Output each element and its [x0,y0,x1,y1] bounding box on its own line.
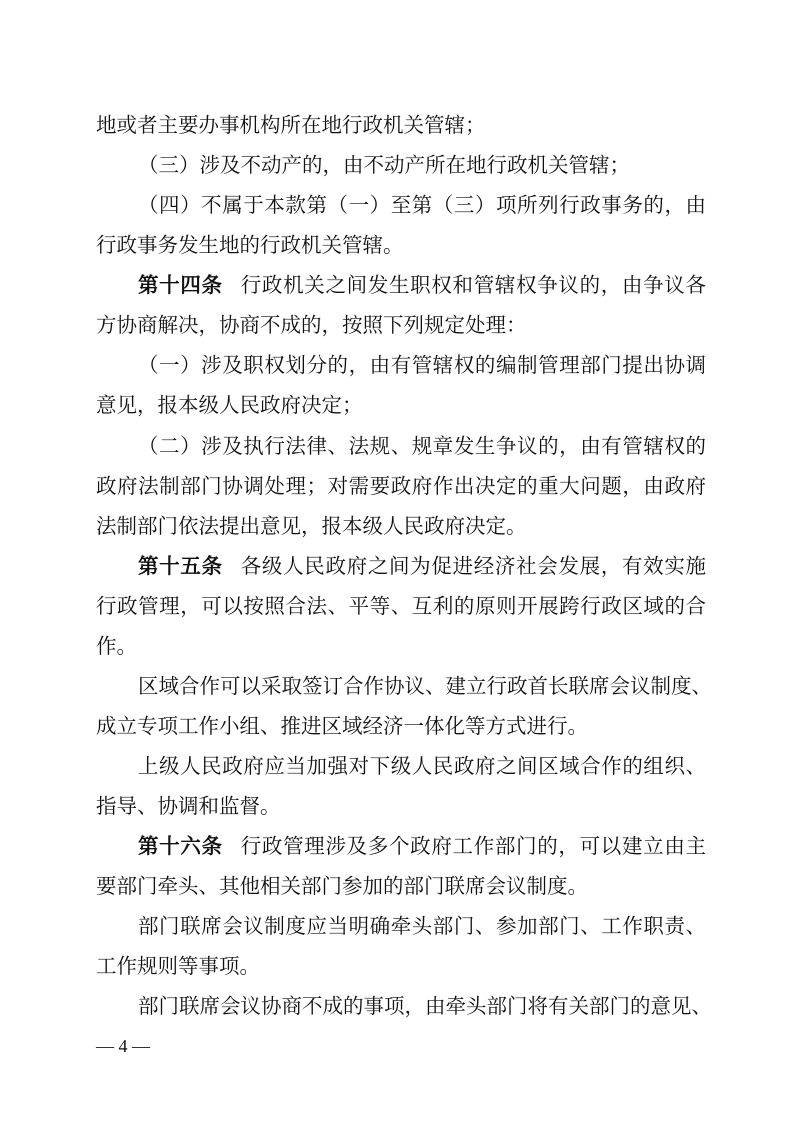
text-line: （三）涉及不动产的，由不动产所在地行政机关管辖； [138,153,630,177]
text-line: （一）涉及职权划分的，由有管辖权的编制管理部门提出协调 [138,353,706,377]
article-16-line [138,833,706,859]
text: 行政机关之间发生职权和管辖权争议的，由争议各 [240,273,707,297]
text-line: 方协商解决，协商不成的，按照下列规定处理： [96,313,527,337]
text: 各级人民政府之间为促进经济社会发展，有效实施 [240,554,707,578]
text-line: 成立专项工作小组、推进区域经济一体化等方式进行。 [96,714,588,738]
text-line: 上级人民政府应当加强对下级人民政府之间区域合作的组织、 [138,754,706,778]
text-line: 行政事务发生地的行政机关管辖。 [96,233,404,257]
text-line: 作。 [96,634,137,658]
text-line: 法制部门依法提出意见，报本级人民政府决定。 [96,514,527,538]
article-heading: 第十六条 [138,834,223,858]
text-line: 部门联席会议协商不成的事项，由牵头部门将有关部门的意见、 [138,994,712,1018]
text-line: 工作规则等事项。 [96,954,260,978]
article-heading: 第十四条 [138,273,223,297]
text: 行政管理涉及多个政府工作部门的，可以建立由主 [240,834,707,858]
article-15-line [138,553,706,579]
article-heading: 第十五条 [138,554,223,578]
article-14-line [138,272,706,298]
text-line: 意见，报本级人民政府决定； [96,393,363,417]
text-line: （四）不属于本款第（一）至第（三）项所列行政事务的，由 [138,193,706,217]
text-line: （二）涉及执行法律、法规、规章发生争议的，由有管辖权的 [138,434,706,458]
text-line: 区域合作可以采取签订合作协议、建立行政首长联席会议制度、 [138,674,712,698]
text-line: 政府法制部门协调处理；对需要政府作出决定的重大问题，由政府 [96,474,706,498]
text-line: 指导、协调和监督。 [96,794,281,818]
text-line: 要部门牵头、其他相关部门参加的部门联席会议制度。 [96,874,588,898]
text-line: 地或者主要办事机构所在地行政机关管辖； [96,113,486,137]
page-number: — 4 — [96,1036,150,1056]
text-line: 部门联席会议制度应当明确牵头部门、参加部门、工作职责、 [138,914,706,938]
text-line: 行政管理，可以按照合法、平等、互利的原则开展跨行政区域的合 [96,594,706,618]
